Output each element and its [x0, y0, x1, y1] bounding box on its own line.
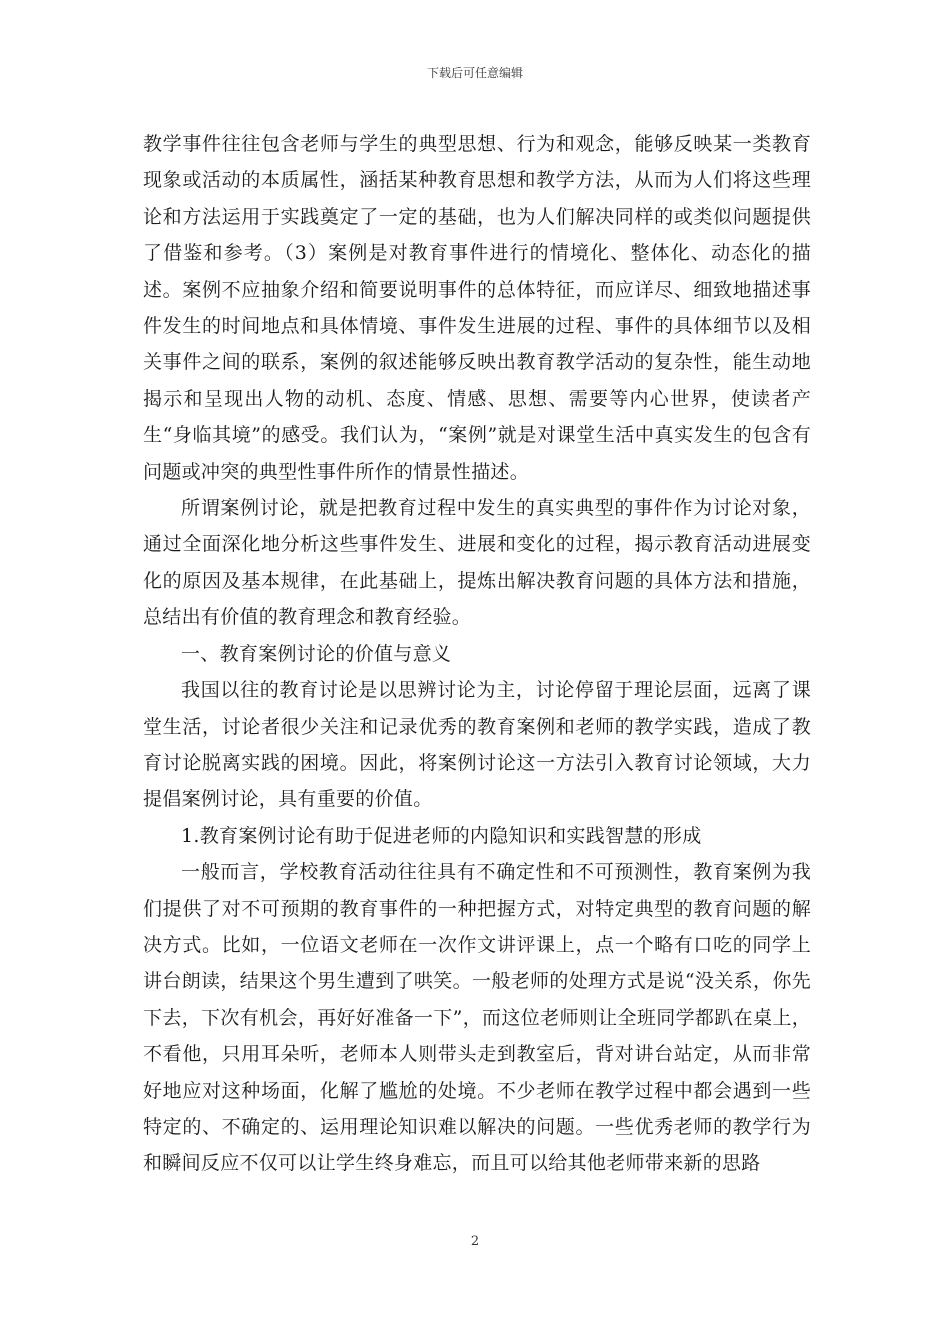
- paragraph-teaching-example: 一般而言，学校教育活动往往具有不确定性和不可预测性，教育案例为我们提供了对不可预期的教育事件的一种把握方式，对特定典型的教育问题的解决方式。比如，一位语文老师在一次作文讲评课上，点一个略有口吃的同学上讲台朗读，结果这个男生遭到了哄笑。一般老师的处理方式是说“没关系，你先下去，下次有机会，再好好准备一下”，而这位老师则让全班同学都趴在桌上，不看他，只用耳朵听，老师本人则带头走到教室后，背对讲台站定，从而非常好地应对这种场面，化解了尴尬的处境。不少老师在教学过程中都会遇到一些特定的、不确定的、运用理论知识难以解决的问题。一些优秀老师的教学行为和瞬间反应不仅可以让学生终身难忘，而且可以给其他老师带来新的思路: [143, 861, 811, 1175]
- page-number: 2: [470, 1234, 480, 1249]
- subsection-heading: 1.教育案例讨论有助于促进老师的内隐知识和实践智慧的形成: [181, 824, 702, 847]
- page-header: 下载后可任意编辑: [426, 66, 523, 80]
- section-heading: 一、教育案例讨论的价值与意义: [181, 642, 452, 665]
- document-body: [143, 126, 811, 1182]
- paragraph-research-background: 我国以往的教育讨论是以思辨讨论为主，讨论停留于理论层面，远离了课堂生活，讨论者很少关注和记录优秀的教育案例和老师的教学实践，造成了教育讨论脱离实践的困境。因此，将案例讨论这一方法引入教育讨论领域，大力提倡案例讨论，具有重要的价值。: [143, 679, 811, 811]
- paragraph-case-description: 教学事件往往包含老师与学生的典型思想、行为和观念，能够反映某一类教育现象或活动的本质属性，涵括某种教育思想和教学方法，从而为人们将这些理论和方法运用于实践奠定了一定的基础，也为人们解决同样的或类似问题提供了借鉴和参考。（3）案例是对教育事件进行的情境化、整体化、动态化的描述。案例不应抽象介绍和简要说明事件的总体特征，而应详尽、细致地描述事件发生的时间地点和具体情境、事件发生进展的过程、事件的具体细节以及相关事件之间的联系，案例的叙述能够反映出教育教学活动的复杂性，能生动地揭示和呈现出人物的动机、态度、情感、思想、需要等内心世界，使读者产生“身临其境”的感受。我们认为，“案例”就是对课堂生活中真实发生的包含有问题或冲突的典型性事件所作的情景性描述。: [143, 133, 811, 483]
- paragraph-case-discussion-definition: 所谓案例讨论，就是把教育过程中发生的真实典型的事件作为讨论对象，通过全面深化地分析这些事件发生、进展和变化的过程，揭示教育活动进展变化的原因及基本规律，在此基础上，提炼出解决教育问题的具体方法和措施，总结出有价值的教育理念和教育经验。: [143, 497, 811, 629]
